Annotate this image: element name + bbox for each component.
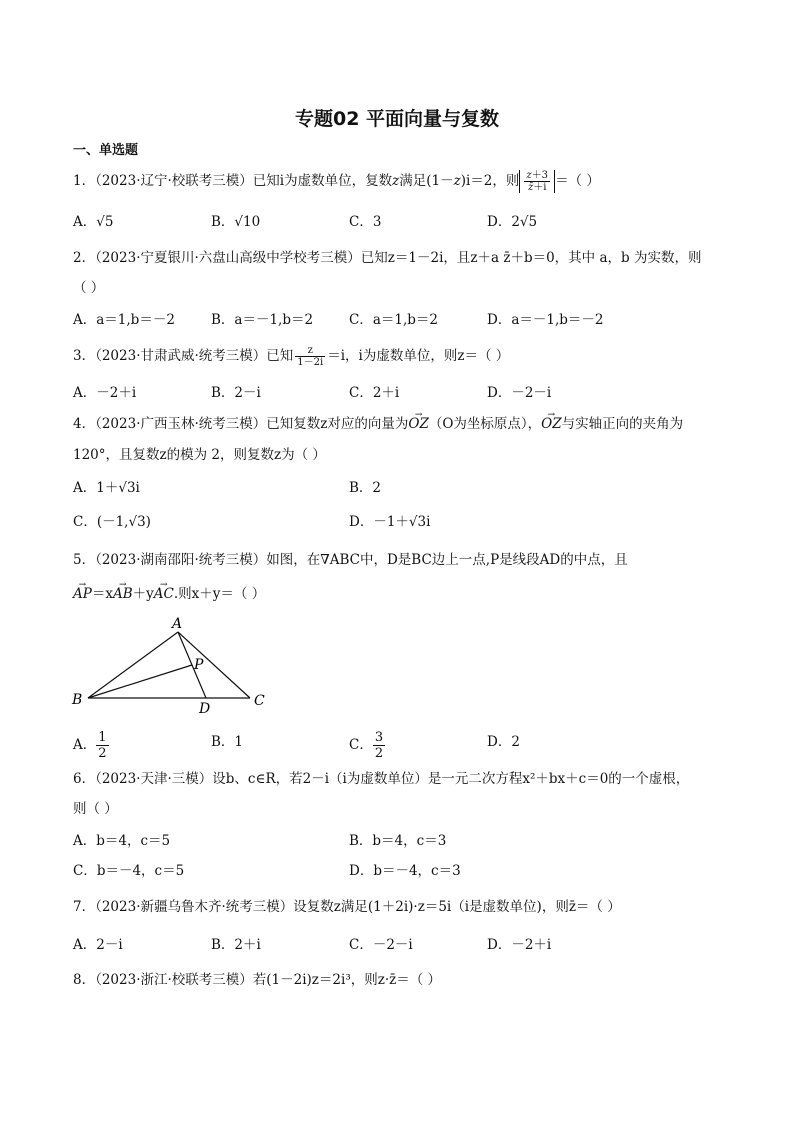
- question-5-option-b[interactable]: B．1: [211, 734, 244, 750]
- question-3-option-d[interactable]: D．－2－i: [487, 385, 552, 401]
- question-6-option-a[interactable]: A．b＝4，c＝5: [73, 833, 171, 849]
- question-6-stem-cont: 则（ ）: [73, 801, 118, 817]
- question-3-option-b[interactable]: B．2－i: [211, 385, 261, 401]
- question-2-option-a[interactable]: A．a＝1,b＝－2: [73, 312, 175, 328]
- figure-label-d: D: [199, 701, 211, 717]
- question-6-stem: 6．（2023·天津·三模）设b、c∈R，若2－i（i为虚数单位）是一元二次方程x²＋bx＋c＝0的一个虚根，: [73, 771, 690, 787]
- question-4-option-b[interactable]: B．2: [349, 480, 382, 496]
- question-1-option-b[interactable]: B．√10: [211, 214, 261, 230]
- question-2-stem-cont: （ ）: [73, 280, 105, 296]
- question-5-option-c[interactable]: C． $\frac{3}{2}$: [349, 730, 384, 761]
- question-5-option-d[interactable]: D．2: [487, 734, 520, 750]
- question-8-stem: 8．（2023·浙江·校联考三模）若(1－2i)z＝2i³，则z·z̄＝（ ）: [73, 972, 442, 988]
- question-2-option-d[interactable]: D．a＝－1,b＝－2: [487, 312, 604, 328]
- question-4-stem: 4．（2023·广西玉林·统考三模）已知复数z对应的向量为→ OZ（O为坐标原点），→ OZ与实轴正向的夹角为: [73, 414, 683, 434]
- question-4-option-c[interactable]: C．(－1,√3): [73, 514, 151, 530]
- question-6-option-b[interactable]: B．b＝4，c＝3: [349, 833, 447, 849]
- question-7-stem: 7．（2023·新疆乌鲁木齐·统考三模）设复数z满足(1＋2i)·z＝5i（i是虚数单位)，则z̄＝（ ）: [73, 899, 621, 915]
- question-1-option-c[interactable]: C．3: [349, 214, 382, 230]
- question-4-option-d[interactable]: D．－1＋√3i: [349, 514, 431, 530]
- triangle-figure: [60, 615, 280, 720]
- question-3-option-a[interactable]: A．－2＋i: [73, 385, 137, 401]
- figure-label-c: C: [254, 693, 265, 709]
- question-7-option-a[interactable]: A．2－i: [73, 937, 123, 953]
- figure-label-b: B: [72, 692, 83, 708]
- question-3-option-c[interactable]: C．2＋i: [349, 385, 400, 401]
- question-3-stem: 3．（2023·甘肃武威·统考三模）已知 $\frac{z}{1-2i}$ ＝i，i为虚数单位，则z＝（ ）: [73, 345, 510, 368]
- question-7-option-c[interactable]: C．－2－i: [349, 937, 413, 953]
- question-4-stem-cont: 120°，且复数z的模为 2，则复数z为（ ）: [73, 447, 326, 463]
- question-2-option-c[interactable]: C．a＝1,b＝2: [349, 312, 438, 328]
- question-1-option-d[interactable]: D．2√5: [487, 214, 538, 230]
- question-5-stem-cont: → AP＝x→ AB＋y→ AC.则x＋y＝（ ）: [73, 584, 265, 604]
- question-7-option-d[interactable]: D．－2＋i: [487, 937, 552, 953]
- figure-label-p: P: [194, 657, 204, 673]
- question-2-stem: 2．（2023·宁夏银川·六盘山高级中学校考三模）已知z＝1－2i，且z＋a z̄＋b＝0，其中 a，b 为实数，则: [73, 250, 702, 266]
- page-title: 专题02 平面向量与复数: [294, 108, 500, 130]
- question-5-option-a[interactable]: A． $\frac{1}{2}$: [73, 730, 107, 761]
- question-1-option-a[interactable]: A．√5: [73, 214, 114, 230]
- question-6-option-d[interactable]: D．b＝－4，c＝3: [349, 863, 461, 879]
- question-2-option-b[interactable]: B．a＝－1,b＝2: [211, 312, 314, 328]
- question-6-option-c[interactable]: C．b＝－4，c＝5: [73, 863, 185, 879]
- question-7-option-b[interactable]: B．2＋i: [211, 937, 261, 953]
- question-5-stem: 5．（2023·湖南邵阳·统考三模）如图，在∇ABC中，D是BC边上一点,P是线段AD的中点，且: [73, 552, 628, 568]
- question-4-option-a[interactable]: A．1＋√3i: [73, 480, 140, 496]
- figure-label-a: A: [172, 616, 183, 632]
- question-1-stem: 1．（2023·辽宁·校联考三模）已知i为虚数单位，复数z满足(1－z)i＝2，则 $\frac{z+3}{z̄+i}$ ＝（ ）: [73, 170, 600, 193]
- section-heading: 一、单选题: [73, 143, 139, 158]
